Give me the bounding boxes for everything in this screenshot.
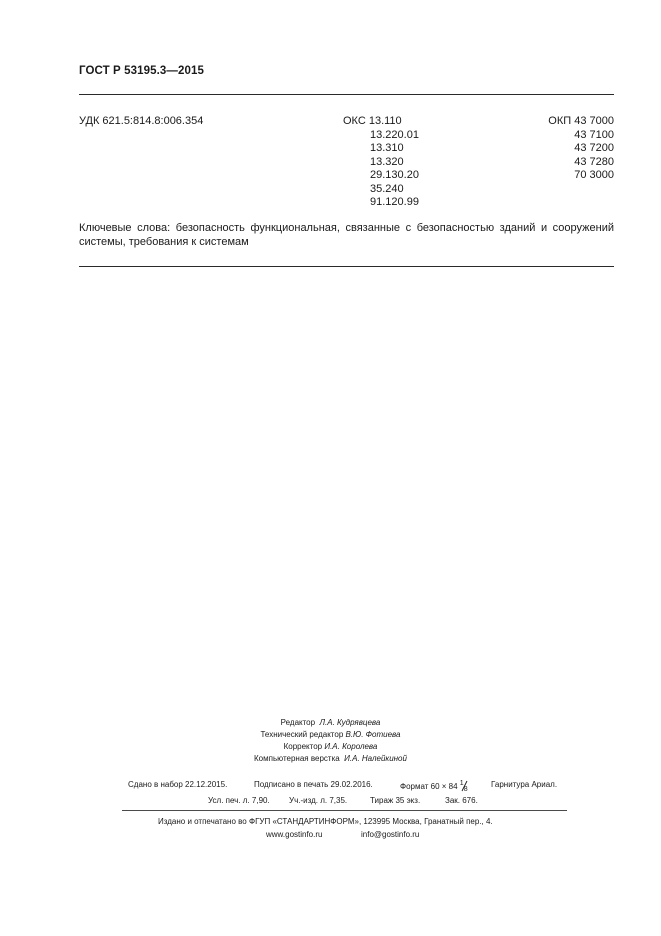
keywords-paragraph: Ключевые слова: безопасность функциональная, связанные с безопасностью зданий и сооружений системы, требования к системам [79,222,614,248]
credit-editor [0,718,661,728]
oks-code: 35.240 [370,182,404,195]
oks-code: 13.310 [370,142,404,154]
document-code: ГОСТ Р 53195.3—2015 [79,65,204,77]
okp-code: ОКП 43 7000 [548,115,614,127]
keywords-divider [79,266,614,267]
okp-code: 70 3000 [574,169,614,181]
publ-sheets: Уч.-изд. л. 7,35. [289,796,348,805]
fraction-numerator: 1 [459,780,464,787]
credit-name: И.А. Королева [324,742,378,751]
credit-role: Редактор [280,718,316,727]
credit-role: Корректор [283,742,323,751]
oks-code: ОКС 13.110 [343,115,402,127]
okp-codes [540,115,614,183]
credit-layout [0,754,661,764]
credit-role: Компьютерная верстка [254,754,340,763]
publisher-email[interactable]: info@gostinfo.ru [361,830,420,839]
publisher-line: Издано и отпечатано во ФГУП «СТАНДАРТИНФОРМ», 123995 Москва, Гранатный пер., 4. [158,817,493,826]
signed-date: Подписано в печать 29.02.2016. [254,780,373,789]
okp-code: 43 7280 [574,155,614,168]
credit-name: И.А. Налейкиной [344,754,407,763]
publisher-website[interactable]: www.gostinfo.ru [266,830,323,839]
submitted-date: Сдано в набор 22.12.2015. [128,780,228,789]
okp-code: 43 7100 [574,128,614,141]
oks-codes [343,115,419,210]
credit-role: Технический редактор [260,730,344,739]
oks-code: 91.120.99 [370,196,419,208]
okp-code: 43 7200 [574,142,614,154]
typeface-info: Гарнитура Ариал. [491,780,558,789]
format-fraction [460,780,469,792]
udk-code: УДК 621.5:814.8:006.354 [79,115,204,127]
circulation: Тираж 35 экз. [370,796,421,805]
print-sheets: Усл. печ. л. 7,90. [208,796,270,805]
credit-tech-editor [0,730,661,740]
oks-code: 13.320 [370,155,404,168]
format-label: Формат 60 × 84 [400,782,458,791]
oks-code: 13.220.01 [370,128,419,141]
header-divider [79,94,614,95]
order-number: Зак. 676. [445,796,478,805]
credit-name: Л.А. Кудрявцева [319,718,381,727]
oks-code: 29.130.20 [370,169,419,181]
imprint-divider [122,810,567,811]
credit-corrector [0,742,661,752]
fraction-denominator: 8 [463,786,468,793]
credit-name: В.Ю. Фотиева [345,730,401,739]
format-info [400,780,469,792]
